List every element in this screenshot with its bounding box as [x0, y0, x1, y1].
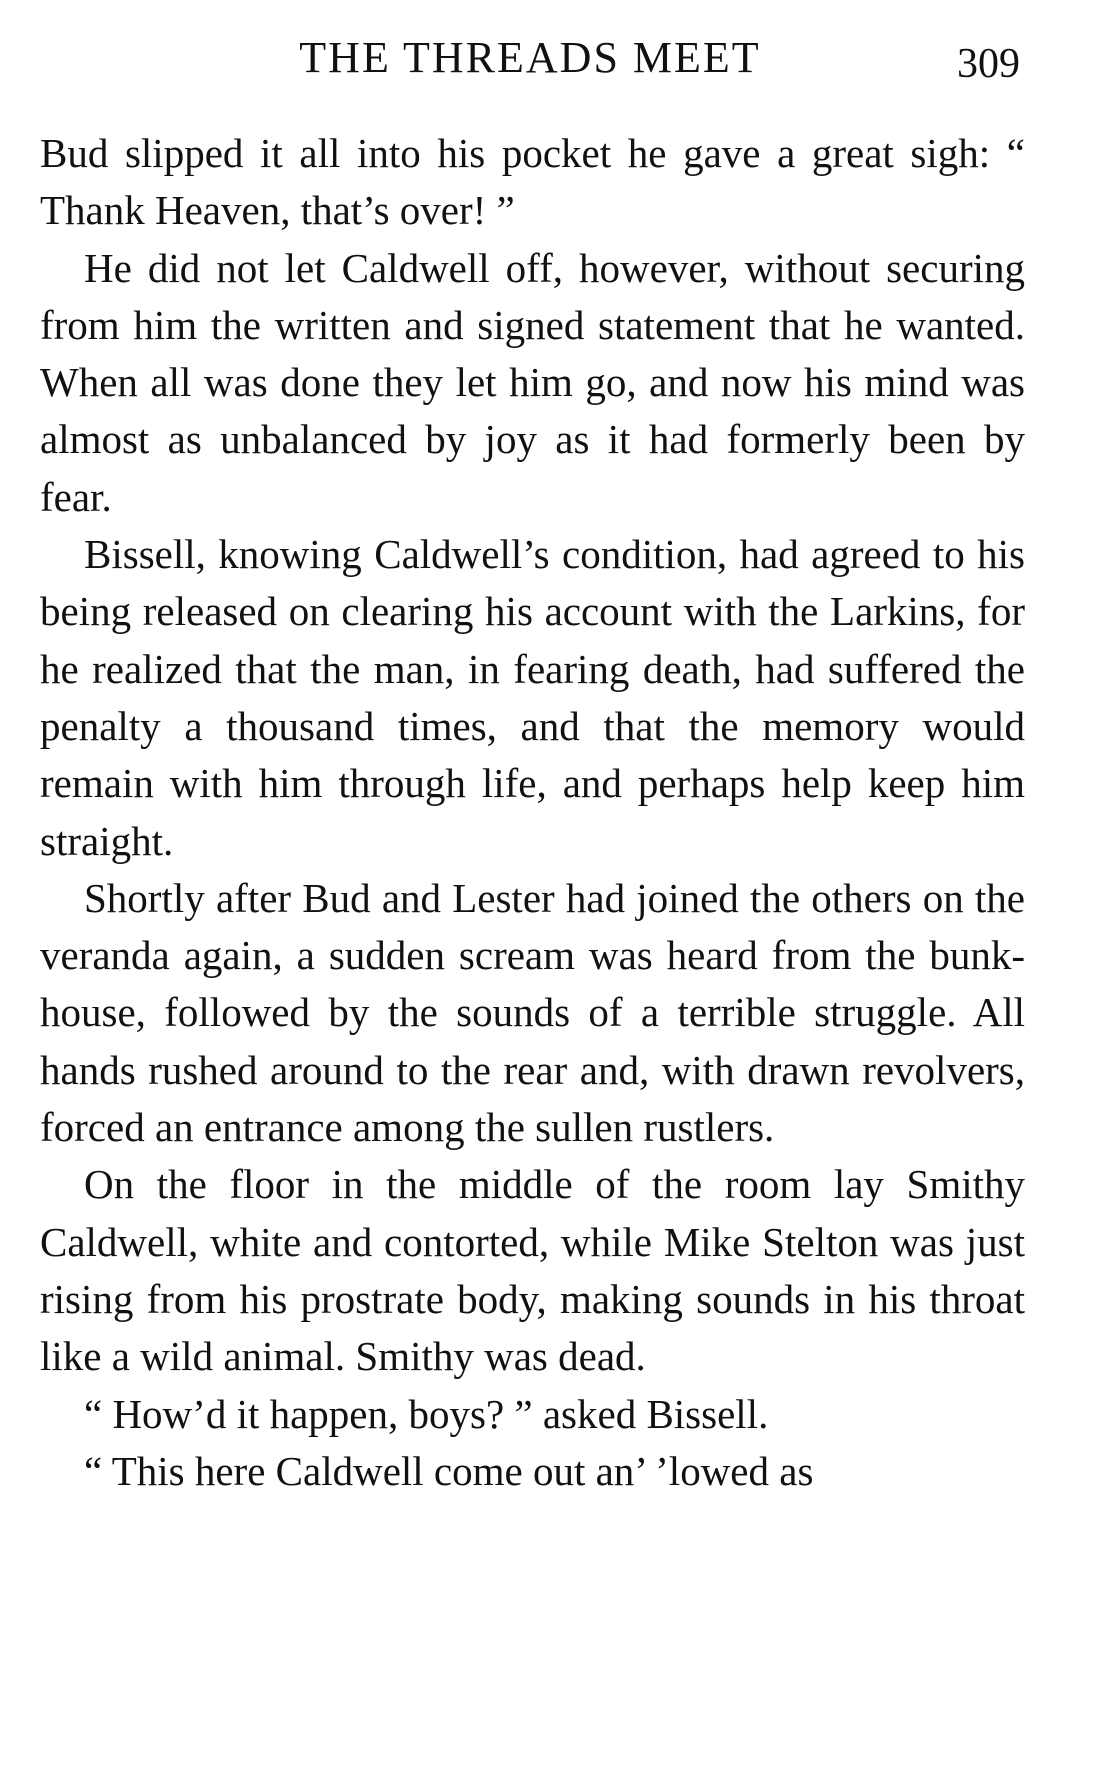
dialogue-paragraph: “ How’d it happen, boys? ” asked Bissell.: [84, 1390, 769, 1437]
running-title: THE THREADS MEET: [299, 33, 761, 82]
paragraph: Bissell, knowing Caldwell’s condition, had agreed to his being released on clearing his account with the Larkins, for he realized that the man, in fearing death, had suffered the penalty a thousand times, and that the memory would remain with him through life, and perhaps help keep him straight.: [40, 531, 1025, 864]
page-number: 309: [957, 41, 1020, 87]
running-head: [40, 28, 1020, 88]
body-text: [40, 125, 1025, 1500]
dialogue-paragraph: “ This here Caldwell come out an’ ’lowed as: [84, 1447, 814, 1494]
paragraph: On the floor in the middle of the room lay Smithy Caldwell, white and contorted, while Mike Stelton was just rising from his prostrate body, making sounds in his throat like a wild animal. Smithy was dead.: [40, 1161, 1025, 1380]
paragraph: Shortly after Bud and Lester had joined the others on the veranda again, a sudden scream was heard from the bunk-house, followed by the sounds of a terrible struggle. All hands rushed around to the rear and, with drawn revolvers, forced an entrance among the sullen rustlers.: [40, 874, 1025, 1151]
paragraph: He did not let Caldwell off, however, without securing from him the written and signed statement that he wanted. When all was done they let him go, and now his mind was almost as unbalanced by joy as it had formerly been by fear.: [40, 244, 1025, 520]
paragraph-continuation: Bud slipped it all into his pocket he gave a great sigh: “ Thank Heaven, that’s over! ”: [40, 130, 1025, 234]
